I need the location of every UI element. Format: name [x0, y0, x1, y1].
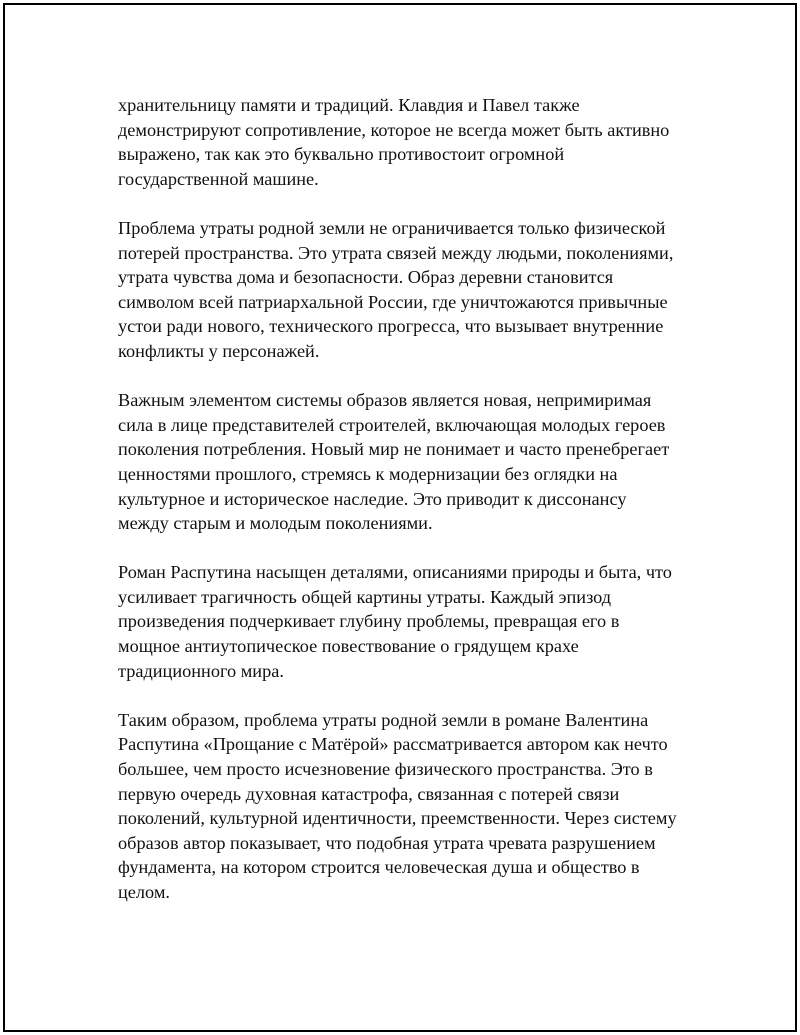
text-line: образов автор показывает, что подобная утрата чревата разрушением	[118, 832, 656, 853]
paragraph-1	[118, 93, 698, 191]
text-line: устои ради нового, технического прогресса, что вызывает внутренние	[118, 316, 664, 337]
text-line: большее, чем просто исчезновение физического пространства. Это в	[118, 759, 653, 780]
text-line: поколения потребления. Новый мир не понимает и часто пренебрегает	[118, 439, 670, 460]
text-line: выражено, так как это буквально противостоит огромной	[118, 144, 565, 165]
text-line: целом.	[118, 882, 170, 902]
text-line: демонстрируют сопротивление, которое не всегда может быть активно	[118, 119, 670, 140]
text-line: между старым и молодым поколениями.	[118, 513, 433, 534]
text-line: поколений, культурной идентичности, преемственности. Через систему	[118, 808, 677, 829]
text-line: хранительницу памяти и традиций. Клавдия и Павел также	[118, 95, 580, 115]
document-body	[118, 93, 698, 929]
text-line: ценностями прошлого, стремясь к модернизации без оглядки на	[118, 463, 618, 484]
paragraph-5	[118, 708, 698, 905]
paragraph-4	[118, 560, 698, 683]
text-line: усиливает трагичность общей картины утраты. Каждый эпизод	[118, 586, 612, 607]
text-line: Роман Распутина насыщен деталями, описаниями природы и быта, что	[118, 562, 672, 583]
paragraph-3	[118, 388, 698, 536]
text-line: мощное антиутопическое повествование о грядущем крахе	[118, 636, 579, 657]
paragraph-2	[118, 216, 698, 364]
text-line: символом всей патриархальной России, где уничтожаются привычные	[118, 291, 668, 312]
text-line: Важным элементом системы образов является новая, непримиримая	[118, 390, 652, 411]
text-line: Проблема утраты родной земли не ограничивается только физической	[118, 217, 666, 238]
text-line: конфликты у персонажей.	[118, 340, 320, 361]
text-line: государственной машине.	[118, 168, 319, 189]
text-line: утрата чувства дома и безопасности. Образ деревни становится	[118, 267, 614, 288]
text-line: сила в лице представителей строителей, включающая молодых героев	[118, 414, 666, 435]
text-line: Распутина «Прощание с Матёрой» рассматривается автором как нечто	[118, 734, 668, 755]
text-line: первую очередь духовная катастрофа, связанная с потерей связи	[118, 783, 620, 804]
text-line: традиционного мира.	[118, 660, 284, 681]
text-line: культурное и историческое наследие. Это приводит к диссонансу	[118, 488, 627, 509]
text-line: потерей пространства. Это утрата связей между людьми, поколениями,	[118, 242, 674, 263]
text-line: фундамента, на котором строится человеческая душа и общество в	[118, 857, 640, 878]
text-line: произведения подчеркивает глубину проблемы, превращая его в	[118, 611, 620, 632]
text-line: Таким образом, проблема утраты родной земли в романе Валентина	[118, 709, 649, 730]
